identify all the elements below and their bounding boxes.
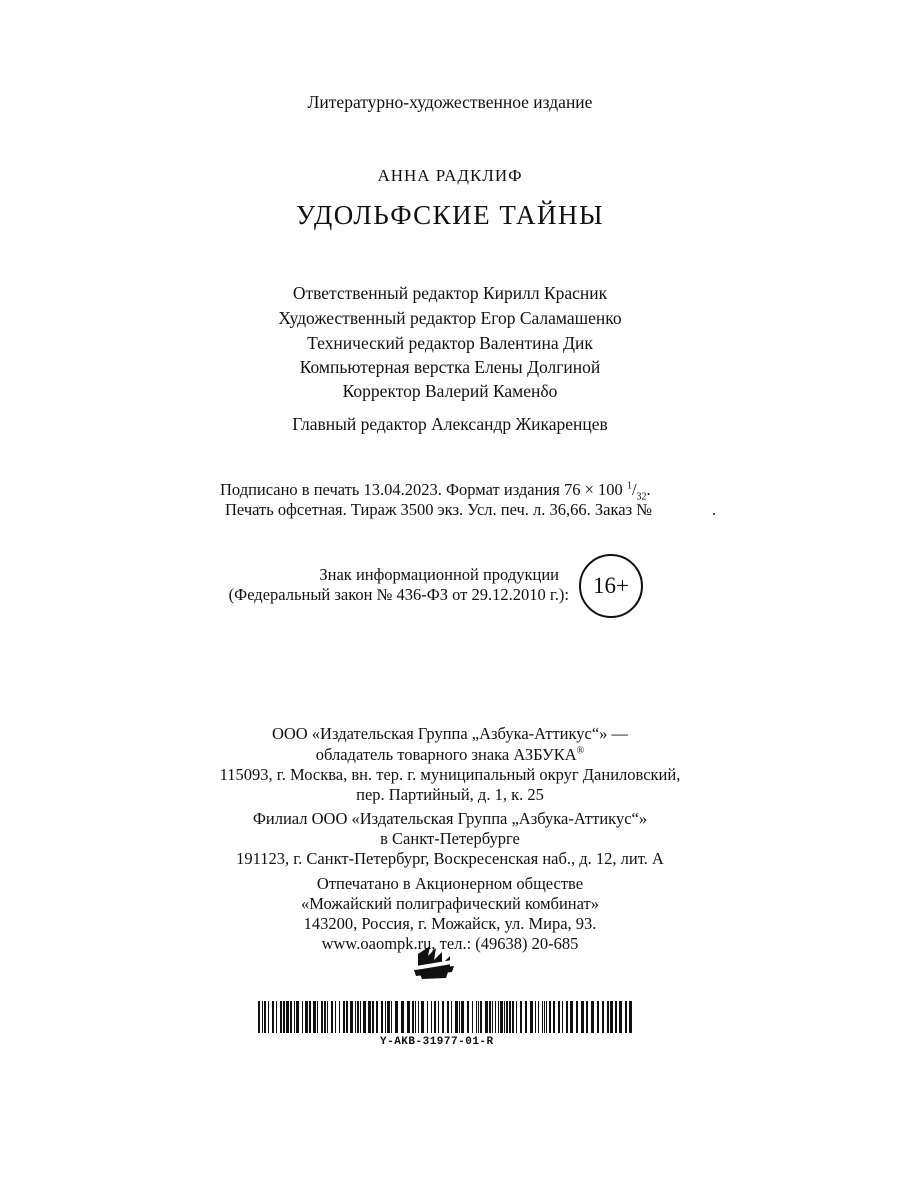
print-info-text: Печать офсетная. Тираж 3500 экз. Усл. печ. л. 36,66. Заказ №: [225, 500, 652, 519]
publisher-name: ООО «Издательская Группа „Азбука-Аттикус“» —: [271, 724, 629, 743]
edition-type: Литературно-художественное издание: [307, 92, 593, 112]
print-info-line2: [225, 500, 717, 520]
staff-line: Ответственный редактор Кирилл Красник: [292, 283, 608, 303]
barcode-number: Y-AKB-31977-01-R: [380, 1036, 494, 1048]
registered-mark: ®: [576, 745, 585, 757]
info-sign-law: (Федеральный закон № 436-ФЗ от 29.12.2010 г.):: [228, 585, 569, 604]
staff-line: Корректор Валерий Каменδо: [342, 381, 558, 401]
branch-line: Филиал ООО «Издательская Группа „Азбука-Аттикус“»: [252, 809, 648, 828]
publisher-trademark: [0, 745, 900, 765]
age-rating-badge: 16+: [579, 554, 643, 618]
info-sign-label: Знак информационной продукции: [319, 565, 559, 584]
barcode-icon: [258, 1001, 638, 1033]
fraction-slash: /: [631, 480, 637, 499]
staff-line: Художественный редактор Егор Саламашенко: [278, 308, 622, 328]
print-info-text: Подписано в печать 13.04.2023. Формат издания 76 × 100: [220, 480, 627, 499]
printer-line: www.oaompk.ru, тел.: (49638) 20-685: [321, 934, 579, 953]
staff-line: Компьютерная верстка Елены Долгиной: [299, 357, 601, 377]
branch-line: 191123, г. Санкт-Петербург, Воскресенская наб., д. 12, лит. А: [236, 849, 664, 868]
printer-line: «Можайский полиграфический комбинат»: [301, 894, 599, 913]
book-author: АННА РАДКЛИФ: [377, 166, 523, 185]
book-title: УДОЛЬФСКИЕ ТАЙНЫ: [295, 200, 605, 230]
fraction-numerator: 1: [626, 480, 632, 492]
chief-editor: Главный редактор Александр Жикаренцев: [292, 414, 608, 434]
printer-line: 143200, Россия, г. Можайск, ул. Мира, 93.: [303, 914, 597, 933]
publisher-address: пер. Партийный, д. 1, к. 25: [356, 785, 544, 804]
fraction-end: .: [646, 480, 651, 499]
branch-line: в Санкт-Петербурге: [380, 829, 520, 848]
publisher-logo-icon: [412, 946, 456, 980]
print-info-end: .: [711, 500, 717, 519]
print-info-line1: [220, 480, 680, 502]
publisher-address: 115093, г. Москва, вн. тер. г. муниципальный округ Даниловский,: [219, 765, 681, 784]
printer-line: Отпечатано в Акционерном обществе: [316, 874, 584, 893]
staff-line: Технический редактор Валентина Дик: [307, 333, 593, 353]
fraction-denominator: 32: [636, 491, 647, 503]
trademark-text: обладатель товарного знака АЗБУКА: [315, 745, 577, 764]
